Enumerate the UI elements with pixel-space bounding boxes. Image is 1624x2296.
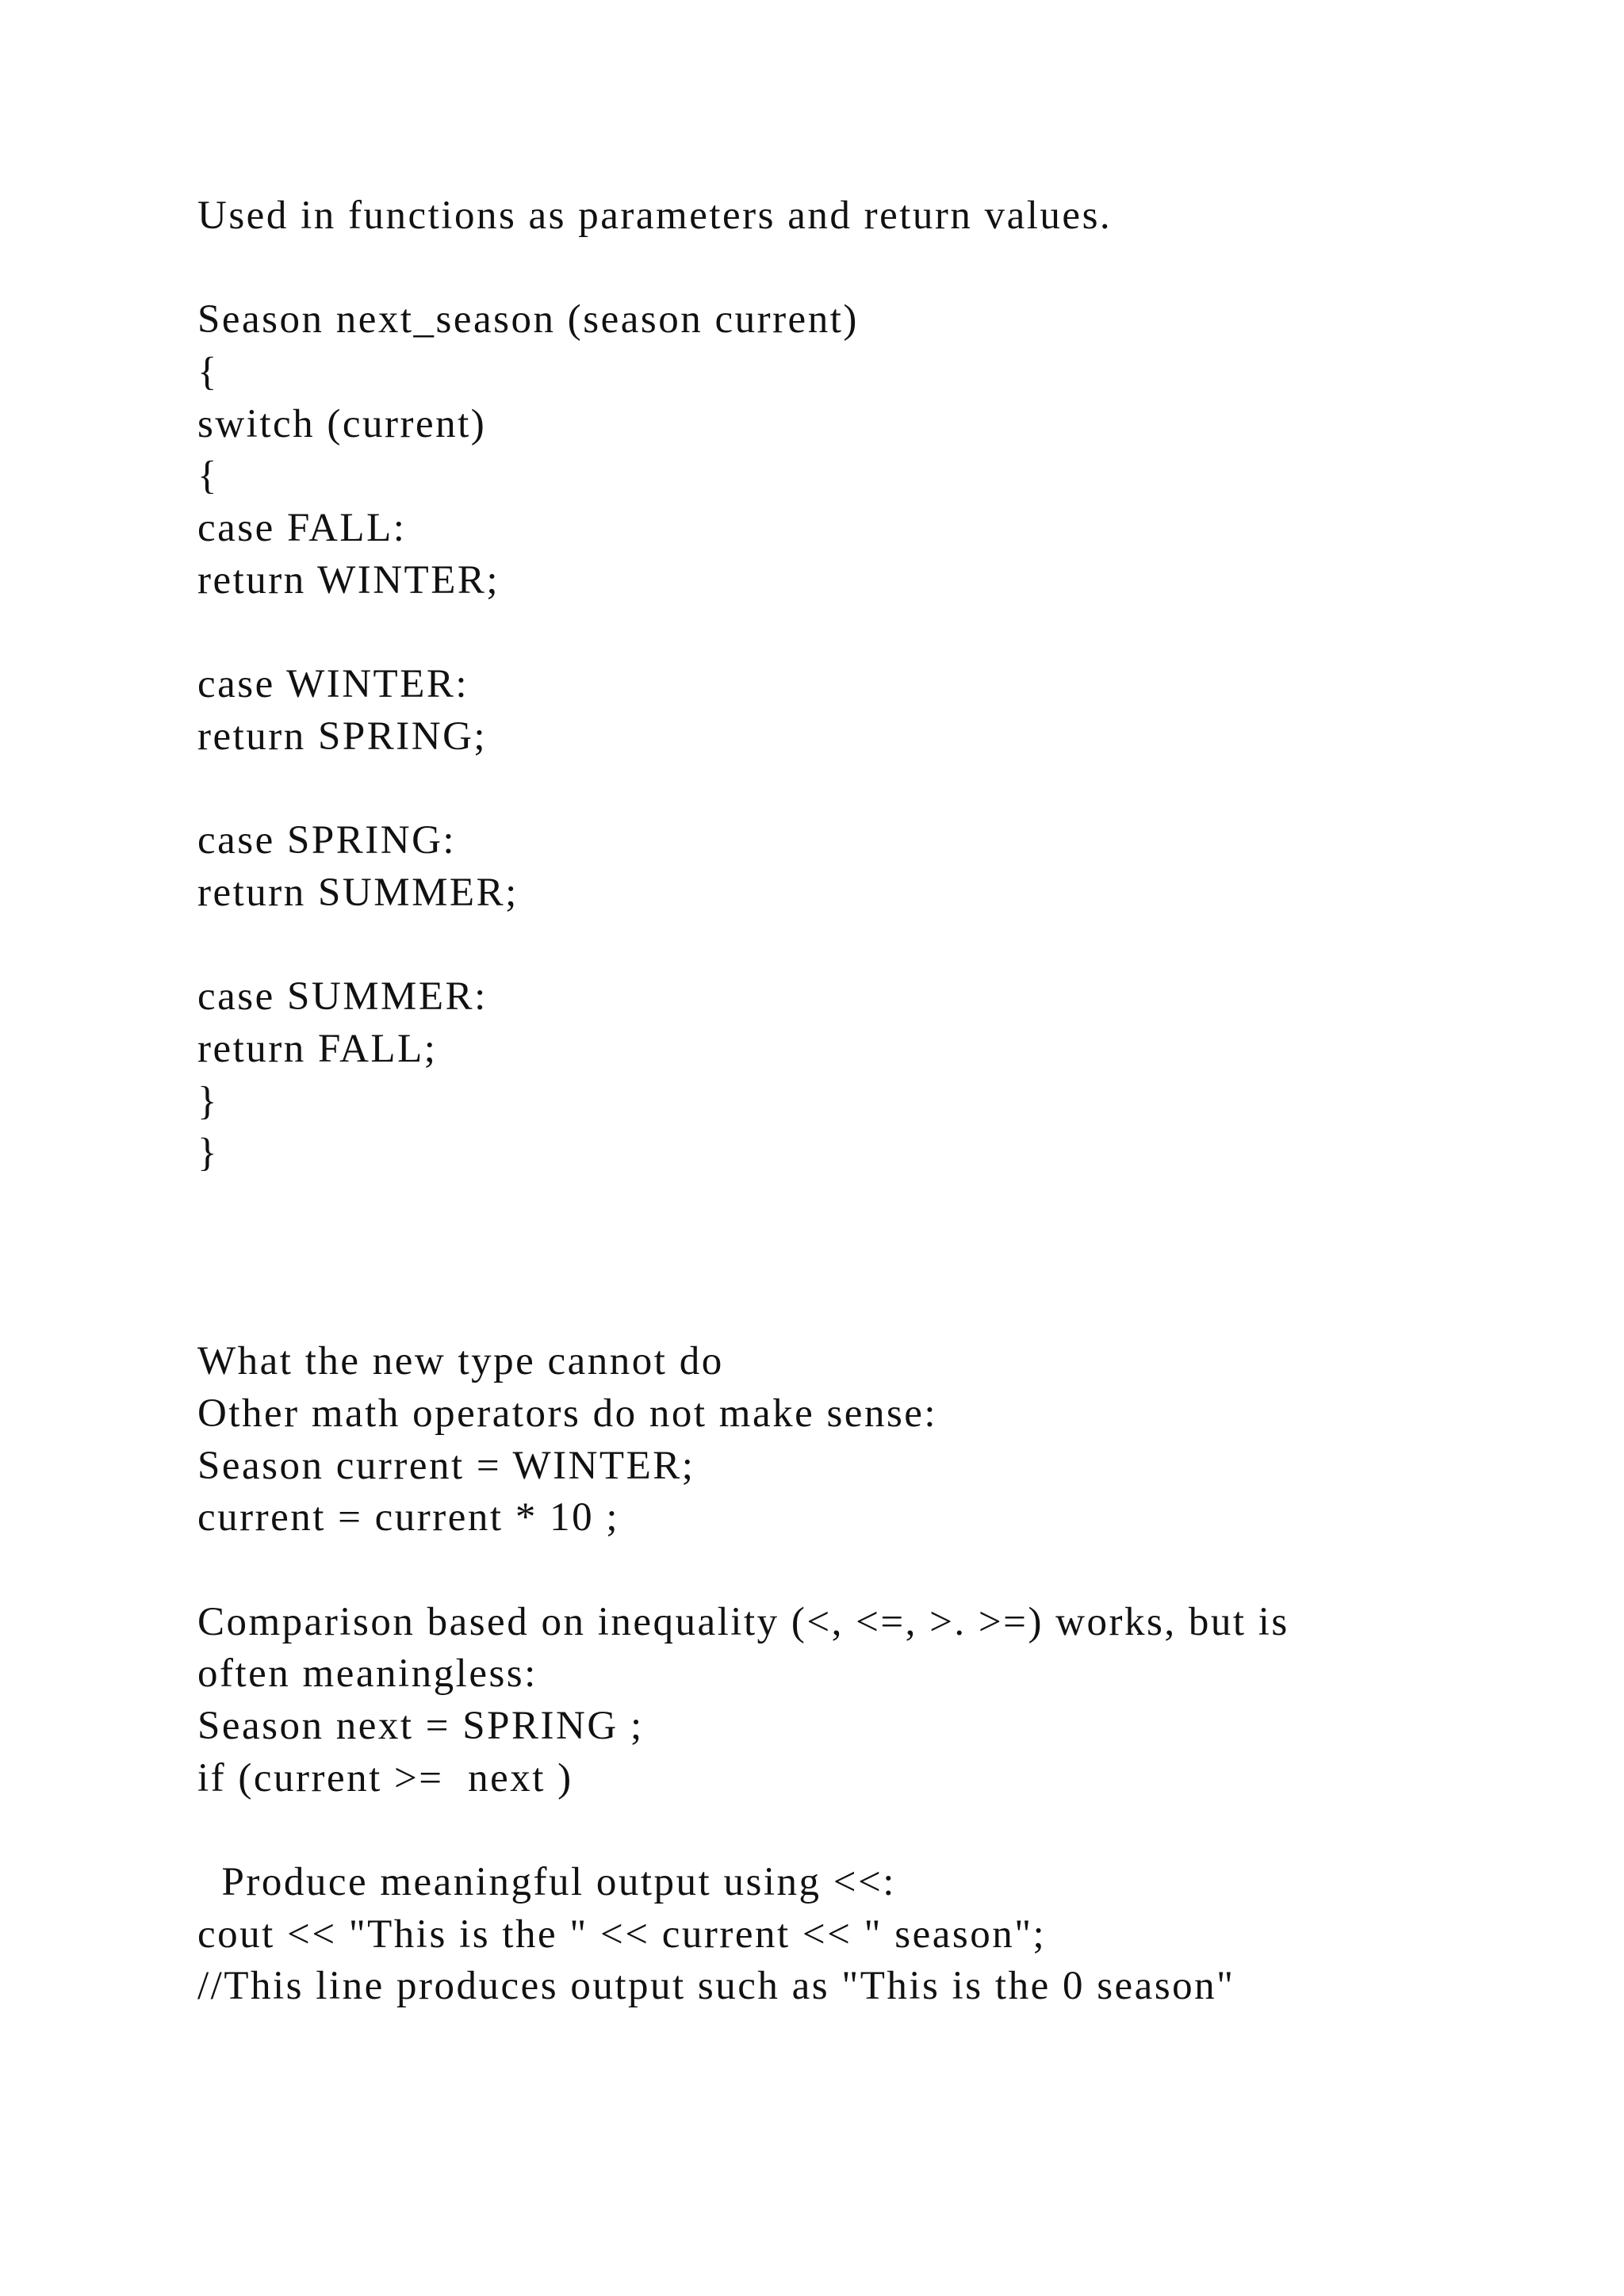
text-line-comparison: Comparison based on inequality (<, <=, >. >=) works, but is bbox=[197, 1599, 1289, 1644]
code-line-season-next: Season next = SPRING ; bbox=[197, 1703, 644, 1748]
code-line-open-brace: { bbox=[197, 350, 219, 395]
blank-line bbox=[197, 1232, 1545, 1284]
blank-line bbox=[197, 243, 1545, 295]
document-text bbox=[197, 190, 1545, 2013]
blank-line bbox=[197, 763, 1545, 816]
blank-line bbox=[197, 607, 1545, 660]
code-line-close-brace: } bbox=[197, 1078, 219, 1123]
code-line-comment: //This line produces output such as "This is the 0 season" bbox=[197, 1964, 1235, 2009]
section-heading-cannot-do: What the new type cannot do bbox=[197, 1339, 724, 1384]
code-line-close-brace: } bbox=[197, 1131, 219, 1176]
code-line-case-spring: case SPRING: bbox=[197, 818, 457, 863]
code-line-return-fall: return FALL; bbox=[197, 1027, 438, 1071]
text-line-output-heading: Produce meaningful output using <<: bbox=[197, 1860, 896, 1904]
code-line-cout: cout << "This is the " << current << " season"; bbox=[197, 1911, 1047, 1957]
code-line-case-fall: case FALL: bbox=[197, 506, 407, 551]
code-line-case-summer: case SUMMER: bbox=[197, 974, 488, 1020]
code-line-multiply: current = current * 10 ; bbox=[197, 1495, 619, 1540]
code-line-open-brace: { bbox=[197, 453, 219, 499]
code-line-if-compare: if (current >= next ) bbox=[197, 1755, 573, 1800]
code-line-switch: switch (current) bbox=[197, 401, 487, 446]
text-line-meaningless: often meaningless: bbox=[197, 1651, 538, 1697]
text-line-intro: Used in functions as parameters and return values. bbox=[197, 193, 1113, 238]
code-line-season-current: Season current = WINTER; bbox=[197, 1443, 695, 1488]
text-line-math-operators: Other math operators do not make sense: bbox=[197, 1391, 938, 1436]
code-line-return-winter: return WINTER; bbox=[197, 557, 500, 603]
code-line-case-winter: case WINTER: bbox=[197, 662, 469, 707]
blank-line bbox=[197, 920, 1545, 972]
blank-line bbox=[197, 1544, 1545, 1597]
code-line-function-signature: Season next_season (season current) bbox=[197, 297, 859, 342]
code-line-return-spring: return SPRING; bbox=[197, 714, 488, 759]
blank-line bbox=[197, 1284, 1545, 1336]
code-line-return-summer: return SUMMER; bbox=[197, 870, 519, 915]
blank-line bbox=[197, 1804, 1545, 1857]
blank-line bbox=[197, 1180, 1545, 1232]
